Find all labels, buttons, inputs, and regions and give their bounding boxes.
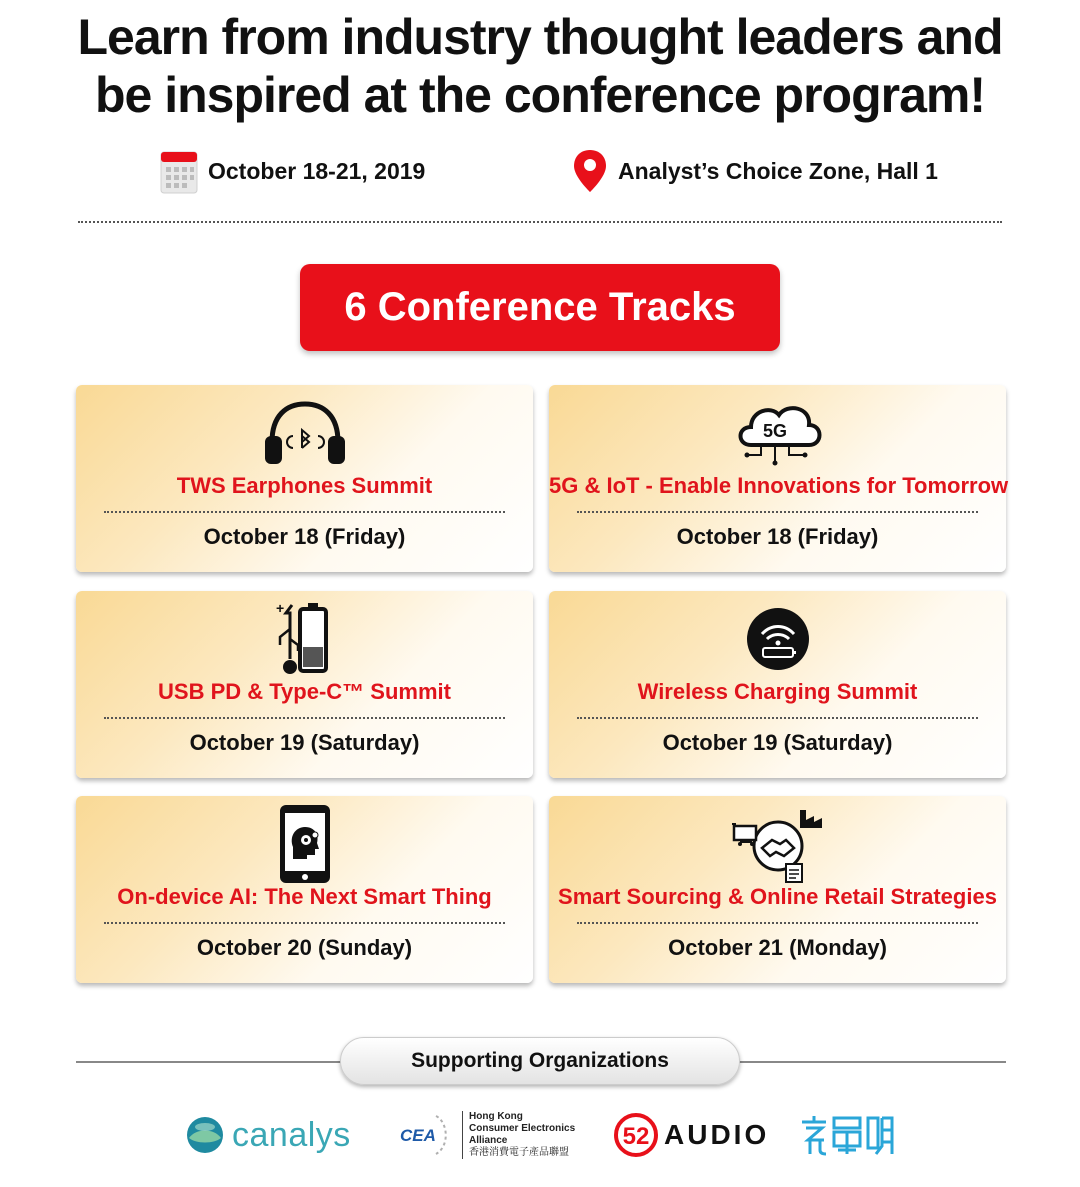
event-date-text: October 18-21, 2019 [208, 157, 426, 184]
track-date: October 18 (Friday) [203, 524, 406, 549]
card-divider [577, 717, 978, 719]
wireless-charging-icon [745, 606, 811, 672]
cea-logo[interactable] [396, 1105, 575, 1165]
52audio-mark-icon [614, 1113, 658, 1157]
svg-text:52: 52 [622, 1123, 650, 1150]
52audio-wordmark: AUDIO [664, 1119, 770, 1150]
headline [0, 8, 1080, 124]
track-card[interactable] [549, 796, 1006, 983]
card-divider [104, 511, 505, 513]
handshake-icon [728, 804, 828, 884]
usb-battery-icon [270, 599, 340, 679]
headline-line-1: Learn from industry thought leaders and [77, 9, 1003, 65]
canalys-globe-icon [186, 1116, 224, 1154]
5g-cloud-icon [731, 395, 825, 471]
location-pin-icon [572, 148, 608, 194]
card-divider [104, 717, 505, 719]
track-card[interactable] [76, 796, 533, 983]
track-card[interactable] [76, 591, 533, 778]
track-card[interactable] [549, 385, 1009, 572]
card-divider [577, 511, 978, 513]
headline-line-2: be inspired at the conference program! [95, 67, 985, 123]
event-location [572, 145, 938, 197]
svg-text:CEA: CEA [400, 1126, 436, 1145]
cea-mark-icon [396, 1110, 454, 1160]
headphones-icon [260, 398, 350, 468]
chongdiantou-logo[interactable] [798, 1105, 896, 1165]
track-title: USB PD & Type-C™ Summit [158, 679, 451, 704]
track-card[interactable] [549, 591, 1006, 778]
calendar-icon [160, 148, 198, 194]
smartphone-ai-icon [277, 803, 333, 885]
event-date [160, 145, 425, 197]
svg-text:+: + [275, 600, 284, 616]
track-date: October 21 (Monday) [668, 935, 887, 960]
track-title: TWS Earphones Summit [176, 473, 433, 498]
card-divider [577, 922, 978, 924]
track-card[interactable] [76, 385, 533, 572]
chongdiantou-mark-icon [798, 1110, 896, 1160]
supporting-label: Supporting Organizations [340, 1037, 740, 1085]
tracks-banner: 6 Conference Tracks [300, 264, 780, 351]
divider [78, 221, 1002, 223]
event-location-text: Analyst’s Choice Zone, Hall 1 [618, 157, 938, 184]
track-title: 5G & IoT - Enable Innovations for Tomorrow [549, 473, 1009, 498]
track-title: On-device AI: The Next Smart Thing [117, 884, 492, 909]
track-date: October 18 (Friday) [676, 524, 879, 549]
card-divider [104, 922, 505, 924]
track-title: Wireless Charging Summit [637, 679, 918, 704]
track-date: October 19 (Saturday) [189, 730, 420, 755]
5g-label: 5G [762, 421, 787, 441]
track-date: October 20 (Sunday) [196, 935, 413, 960]
track-title: Smart Sourcing & Online Retail Strategies [558, 884, 997, 909]
cea-name: Hong Kong Consumer Electronics Alliance 香港消費電子產品聯盟 [462, 1111, 575, 1159]
track-date: October 19 (Saturday) [662, 730, 893, 755]
canalys-wordmark: canalys [232, 1115, 351, 1154]
52audio-logo[interactable] [614, 1105, 769, 1165]
canalys-logo[interactable] [186, 1105, 351, 1165]
